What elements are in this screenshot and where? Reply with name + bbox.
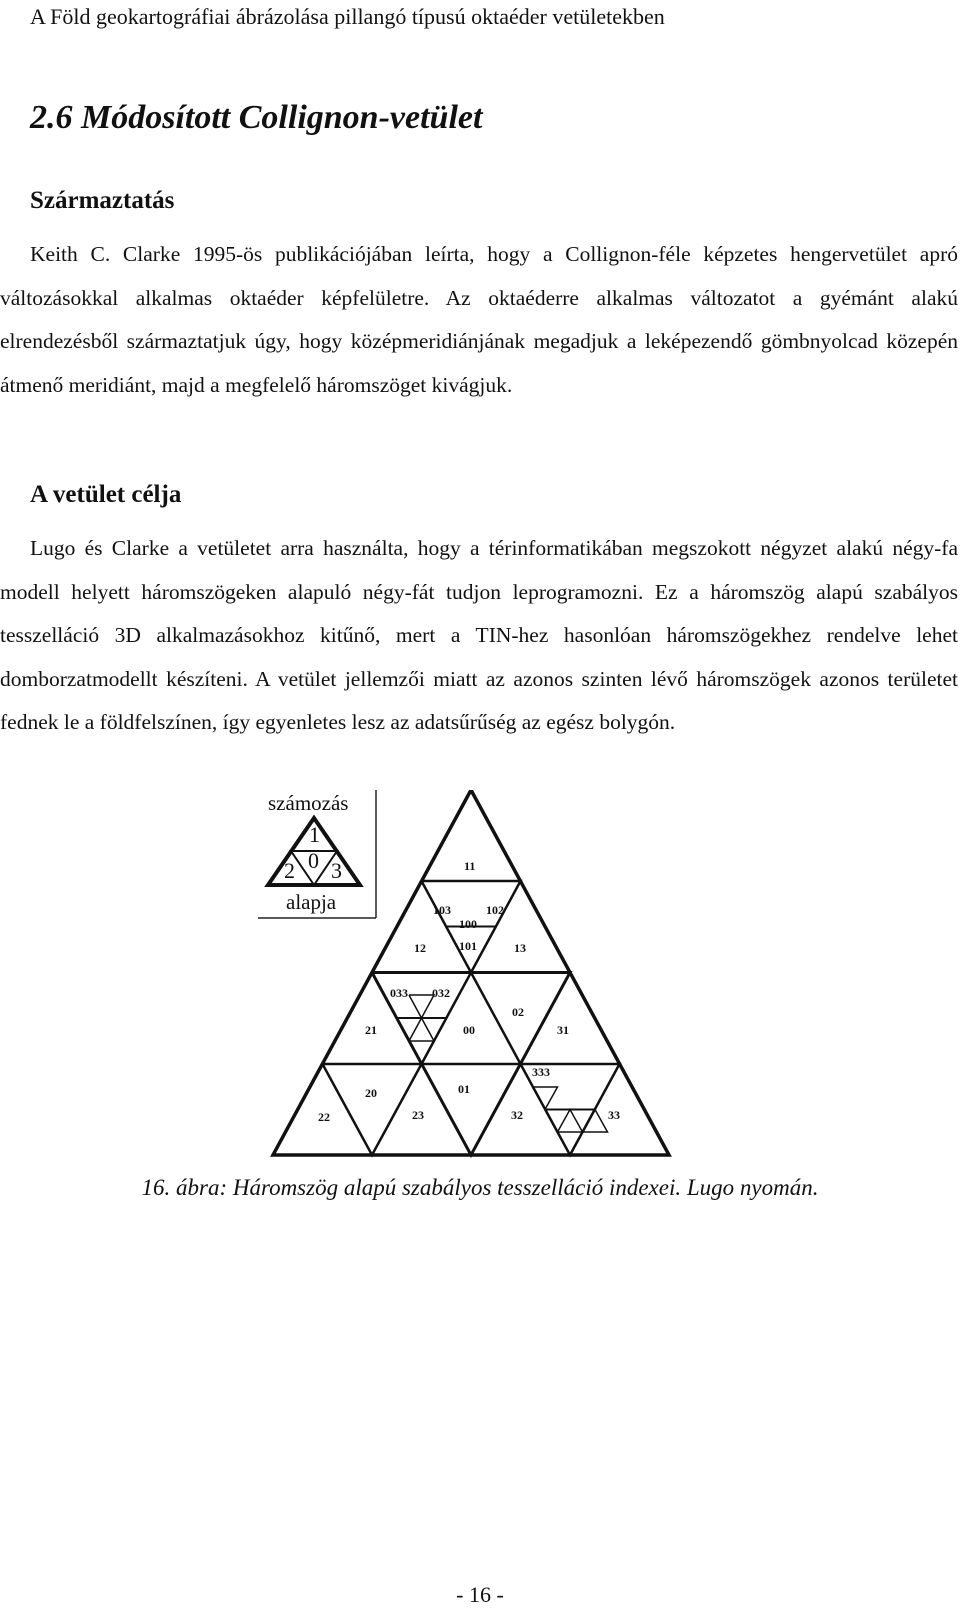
legend-digit-3: 3 [331, 858, 342, 883]
label-333: 333 [532, 1065, 550, 1079]
legend-digit-0: 0 [308, 848, 319, 873]
purpose-paragraph [0, 527, 958, 745]
label-33: 33 [608, 1108, 620, 1122]
level4-030a [409, 1041, 434, 1064]
legend-digit-1: 1 [309, 822, 320, 847]
label-22: 22 [318, 1110, 330, 1124]
derivation-text: Keith C. Clarke 1995-ös publikációjában leírta, hogy a Collignon-féle képzetes hengervetület apró változásokkal alkalmas oktaéder képfelületre. Az oktaéderre alkalmas változatot a gyémánt alakú elrendezésből származtatjuk úgy, hogy középmeridiánjának megadjuk a leképezendő gömbnyolcad közepén átmenő meridiánt, majd a megfelelő háromszöget kivágjuk. [0, 242, 958, 397]
level4-330 [558, 1110, 583, 1133]
figure-caption: 16. ábra: Háromszög alapú szabályos tesszelláció indexei. Lugo nyomán. [141, 1175, 819, 1200]
level4-033 [409, 995, 434, 1018]
numbering-legend [258, 790, 376, 918]
level2-left [323, 1064, 422, 1155]
legend-digit-2: 2 [284, 858, 295, 883]
label-102: 102 [486, 903, 504, 917]
label-00: 00 [463, 1023, 475, 1037]
label-23: 23 [412, 1108, 424, 1122]
label-11: 11 [464, 859, 476, 873]
label-12: 12 [414, 941, 426, 955]
label-032: 032 [432, 986, 450, 1000]
derivation-heading: Származtatás [30, 187, 175, 214]
purpose-text: Lugo és Clarke a vetületet arra használta, hogy a térinformatikában megszokott négyzet alakú négy-fa modell helyett háromszögeken alapuló négy-fát tudjon leprogramozni. Ez a háromszög alapú szabályos tesszelláció 3D alkalmazásokhoz kitűnő, mert a TIN-hez hasonlóan háromszögekhez rendelve lehet domborzatmodellt készíteni. A vetület jellemzői miatt az azonos szinten lévő háromszögek azonos területet fednek le a földfelszínen, így egyenletes lesz az adatsűrűség az egész bolygón. [0, 536, 958, 735]
label-02: 02 [512, 1005, 524, 1019]
page-number: - 16 - [456, 1582, 504, 1607]
legend-base: alapja [286, 890, 337, 914]
level4-33c [558, 1132, 583, 1155]
legend-title: számozás [268, 791, 349, 815]
label-103: 103 [433, 903, 451, 917]
label-20: 20 [365, 1086, 377, 1100]
label-101: 101 [459, 939, 477, 953]
label-01: 01 [458, 1082, 470, 1096]
label-033: 033 [390, 986, 408, 1000]
section-title: 2.6 Módosított Collignon-vetület [30, 99, 483, 136]
label-32: 32 [511, 1108, 523, 1122]
label-21: 21 [365, 1023, 377, 1037]
derivation-paragraph [0, 233, 958, 407]
tessellation-figure [258, 790, 688, 1162]
level4-33b [583, 1110, 608, 1133]
running-header: A Föld geokartográfiai ábrázolása pillangó típusú oktaéder vetületekben [30, 4, 665, 29]
label-31: 31 [557, 1023, 569, 1037]
purpose-heading: A vetület célja [30, 481, 182, 508]
label-13: 13 [514, 941, 526, 955]
label-100: 100 [459, 917, 477, 931]
level4-030b [409, 1018, 434, 1041]
